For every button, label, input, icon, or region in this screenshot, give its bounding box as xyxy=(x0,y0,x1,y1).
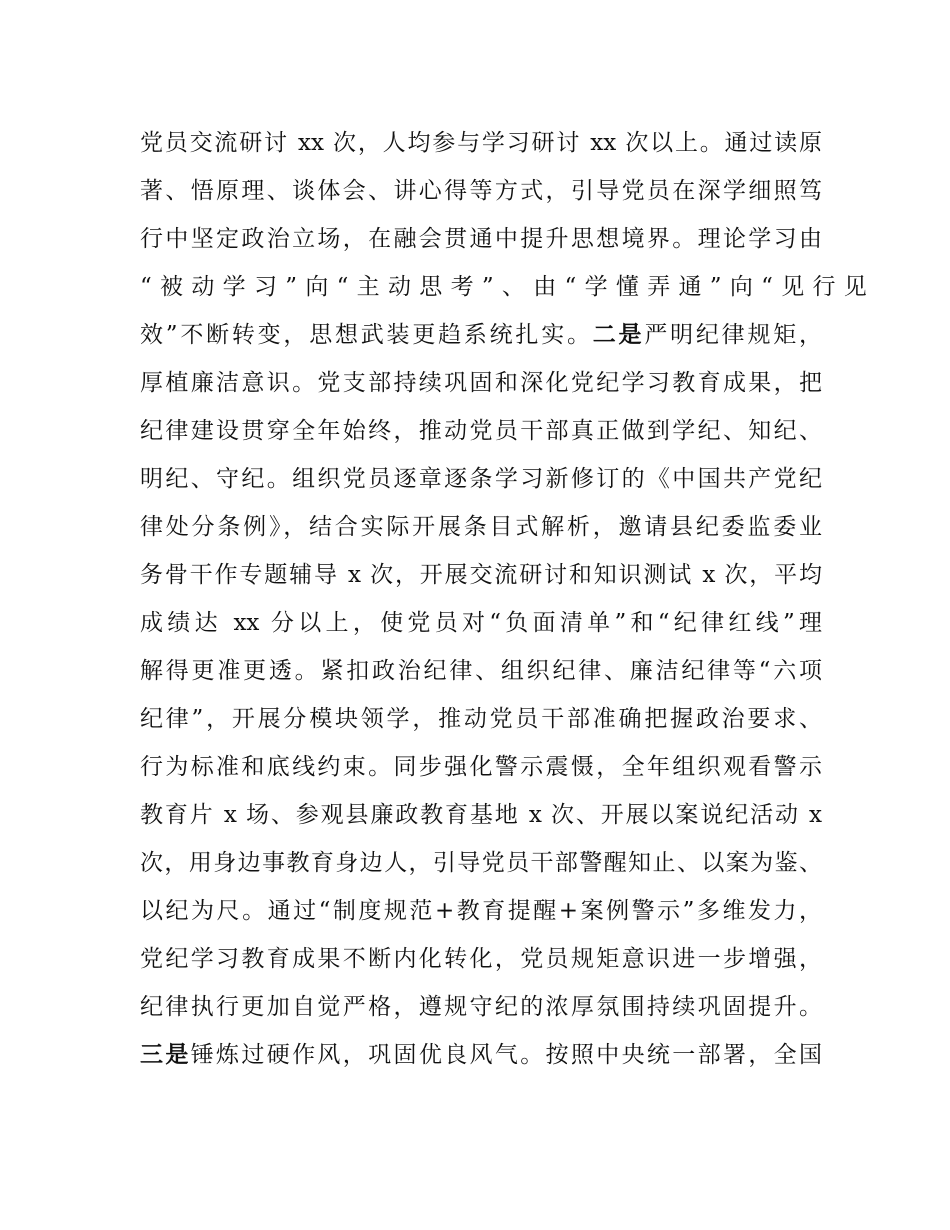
text-line xyxy=(140,944,822,974)
text-line xyxy=(140,368,822,398)
text-segment: 以纪为尺。通过“制度规范+教育提醒+案例警示”多维发力， xyxy=(140,898,822,924)
text-line xyxy=(140,608,822,638)
text-line xyxy=(140,416,822,446)
text-segment: 律处分条例》，结合实际开展条目式解析，邀请县纪委监委业 xyxy=(140,514,822,540)
text-line xyxy=(140,560,822,590)
text-line xyxy=(140,704,822,734)
text-segment: 成绩达 xx 分以上，使党员对“负面清单”和“纪律红线”理 xyxy=(140,610,822,636)
bold-lead-phrase: 三是 xyxy=(140,1042,191,1068)
text-segment: 纪律建设贯穿全年始终，推动党员干部真正做到学纪、知纪、 xyxy=(140,418,822,444)
text-segment: 解得更准更透。紧扣政治纪律、组织纪律、廉洁纪律等“六项 xyxy=(140,658,822,684)
text-segment: 锤炼过硬作风，巩固优良风气。按照中央统一部署，全国 xyxy=(190,1042,823,1068)
text-line xyxy=(140,512,822,542)
text-line xyxy=(140,176,822,206)
text-line xyxy=(140,992,822,1022)
text-line xyxy=(140,752,822,782)
text-segment: 明纪、守纪。组织党员逐章逐条学习新修订的《中国共产党纪 xyxy=(140,466,822,492)
text-segment: 纪律”，开展分模块领学，推动党员干部准确把握政治要求、 xyxy=(140,706,822,732)
text-line xyxy=(140,272,876,302)
text-segment: 纪律执行更加自觉严格，遵规守纪的浓厚氛围持续巩固提升。 xyxy=(140,994,822,1020)
text-segment: 党员交流研讨 xx 次，人均参与学习研讨 xx 次以上。通过读原 xyxy=(140,130,822,156)
text-segment: 次，用身边事教育身边人，引导党员干部警醒知止、以案为鉴、 xyxy=(140,850,822,876)
text-segment: 著、悟原理、谈体会、讲心得等方式，引导党员在深学细照笃 xyxy=(140,178,822,204)
text-segment: 效”不断转变，思想武装更趋系统扎实。 xyxy=(140,322,593,348)
text-line xyxy=(140,1040,822,1070)
text-segment: 厚植廉洁意识。党支部持续巩固和深化党纪学习教育成果，把 xyxy=(140,370,822,396)
text-segment: “被动学习”向“主动思考”、由“学懂弄通”向“见行见 xyxy=(140,274,876,300)
text-segment: 行中坚定政治立场，在融会贯通中提升思想境界。理论学习由 xyxy=(140,226,822,252)
text-line xyxy=(140,848,822,878)
text-segment: 行为标准和底线约束。同步强化警示震慑，全年组织观看警示 xyxy=(140,754,822,780)
text-segment: 党纪学习教育成果不断内化转化，党员规矩意识进一步增强， xyxy=(140,946,822,972)
text-line xyxy=(140,128,822,158)
text-segment: 教育片 x 场、参观县廉政教育基地 x 次、开展以案说纪活动 x xyxy=(140,802,822,828)
text-line xyxy=(140,224,822,254)
text-line xyxy=(140,656,822,686)
bold-lead-phrase: 二是 xyxy=(592,322,645,348)
text-segment: 务骨干作专题辅导 x 次，开展交流研讨和知识测试 x 次，平均 xyxy=(140,562,822,588)
text-line xyxy=(140,464,822,494)
text-line xyxy=(140,320,822,350)
text-line xyxy=(140,896,822,926)
text-segment: 严明纪律规矩， xyxy=(644,322,823,348)
text-line xyxy=(140,800,822,830)
